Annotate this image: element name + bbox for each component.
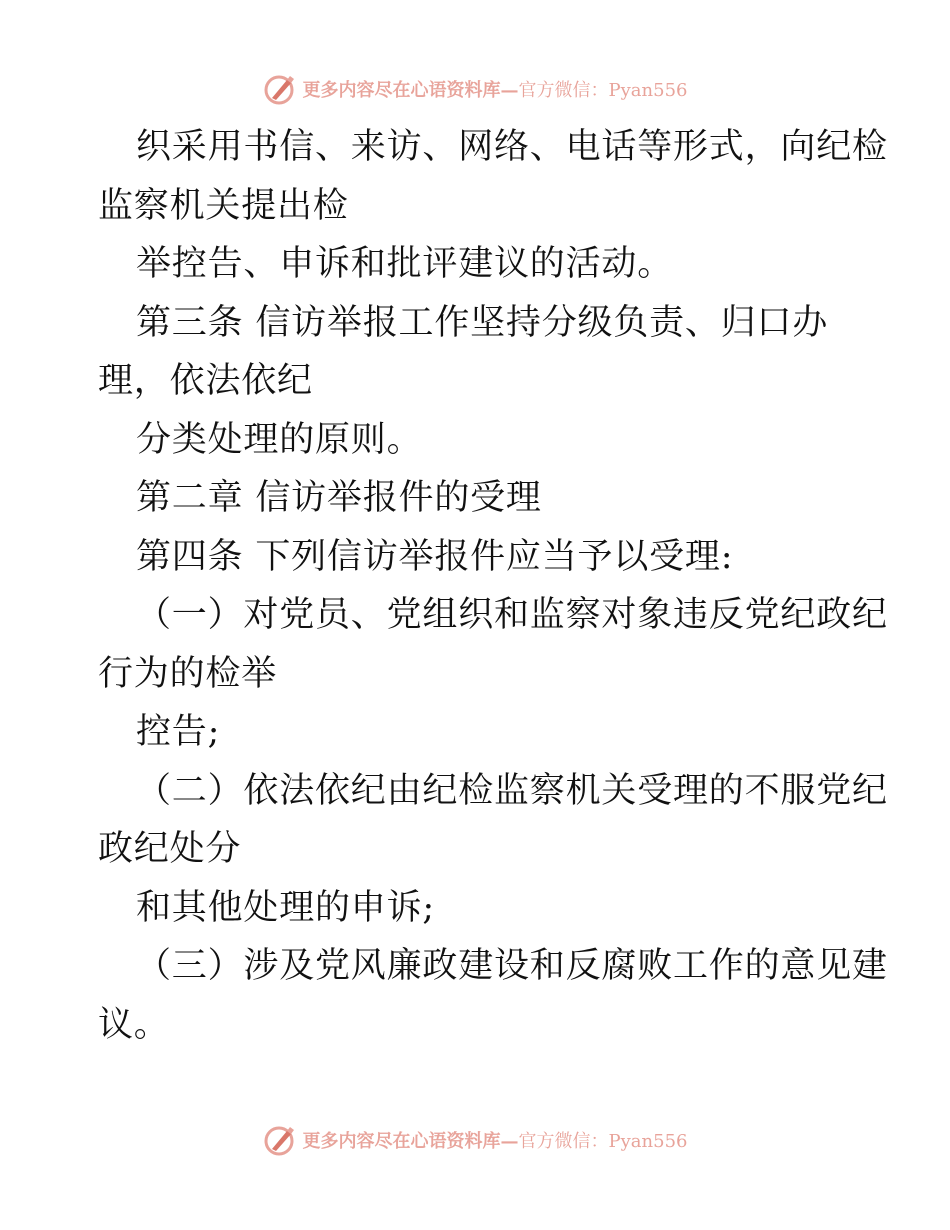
body-line: 和其他处理的申诉; [136, 887, 435, 928]
header-watermark [0, 71, 950, 107]
list-item: （三）涉及党风廉政建设和反腐败工作的意见建 [136, 946, 888, 986]
article-heading: 第四条 下列信访举报件应当予以受理: [136, 536, 734, 577]
footer-watermark [0, 1122, 950, 1158]
body-line: 监察机关提出检 [98, 185, 349, 226]
list-item: （二）依法依纪由纪检监察机关受理的不服党纪 [136, 770, 888, 811]
watermark-brand: 更多内容尽在心语资料库 [302, 80, 501, 101]
watermark-brand: 更多内容尽在心语资料库 [302, 1131, 501, 1152]
body-line: 行为的检举 [98, 653, 278, 694]
watermark-contact: 官方微信：Pyan556 [518, 80, 688, 101]
watermark-contact: 官方微信：Pyan556 [518, 1131, 688, 1152]
document-body [98, 118, 888, 1054]
body-line: 理，依法依纪 [98, 361, 313, 401]
chapter-heading: 第二章 信访举报件的受理 [136, 478, 542, 518]
pen-logo-icon [263, 72, 297, 106]
body-line: 举控告、申诉和批评建议的活动。 [136, 244, 674, 284]
watermark-text [303, 1127, 688, 1153]
body-line: 议。 [98, 1004, 170, 1045]
watermark-text [303, 76, 688, 102]
watermark-dash: — [500, 1131, 519, 1152]
watermark-dash: — [500, 80, 519, 101]
body-line: 控告; [136, 712, 221, 752]
pen-logo-icon [263, 1123, 297, 1157]
body-line: 分类处理的原则。 [136, 419, 423, 460]
list-item: （一）对党员、党组织和监察对象违反党纪政纪 [136, 595, 888, 635]
body-line: 第三条 信访举报工作坚持分级负责、归口办 [136, 302, 829, 343]
body-line: 政纪处分 [98, 829, 242, 869]
body-line: 织采用书信、来访、网络、电话等形式，向纪检 [136, 127, 888, 167]
